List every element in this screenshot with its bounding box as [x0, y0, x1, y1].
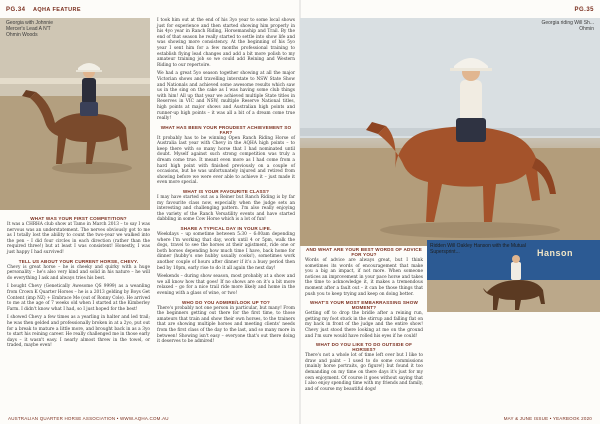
- horse-rider-illustration: [0, 18, 150, 210]
- photo-rider-right-wide: [300, 18, 600, 246]
- article-column-4: [305, 244, 423, 395]
- heading-favourite-class: WHAT IS YOUR FAVOURITE CLASS?: [182, 189, 270, 195]
- paragraph: Chevy is great horse – he is cheeky and quirky with a huge personality – he's also very kind and solid in his nature – he will do everything I ask and always tries his best.: [7, 264, 150, 281]
- heading-typical-day: SHARE A TYPICAL DAY IN YOUR LIFE.: [180, 226, 272, 231]
- section-title: AQHA FEATURE: [33, 7, 81, 13]
- photo-caption-right: Georgia riding Will Sh... Ohmin: [541, 20, 594, 32]
- horse-rider-right-illustration: [300, 18, 600, 246]
- heading-outside-horses: WHAT DO YOU LIKE TO DO OUTSIDE OF HORSES?: [315, 342, 413, 353]
- paragraph: Weekends – during show season, most probably at a show and we all know how that goes! If no shows are on it’s a bit more relaxed – go for a nice trail ride more likely and home in the evening with a glass of wine, or two!: [157, 274, 295, 296]
- paragraph: I may have started out as a Reiner but Ranch Riding is by far my favourite class now, especially when the judge sets an interesting and challenging pattern. I'm also really enjoying the variety of the Ranch Versatility events and have started dabbling in some Cow Horse which is a lot of fun!: [157, 195, 295, 223]
- footer-left: AUSTRALIAN QUARTER HORSE ASSOCIATION • WWW.AQHA.COM.AU: [8, 416, 169, 421]
- page-footer: [0, 412, 600, 424]
- photo-caption-small: Ridden Will Oakley Hanson with the Mutual Supersprint...: [430, 243, 526, 255]
- paragraph: There's not a whole lot of time left over but I like to draw and paint – I used to do some commissions (mainly horse portraits, go figure!) but found it too demanding on my time on there days it's just for my own enjoyment. Of course it goes without saying that I also enjoy spending time with my friends and family, and of course my beautiful dogs!: [305, 353, 423, 392]
- sponsor-banner-text: Hanson: [537, 248, 574, 258]
- paragraph: It probably has to be winning Open Ranch Riding Horse of Australia last year with Chevy in the AQHA high points – to keep there with so many horse that I had nominated until doubt. Myself against such strong competition was truly a dream come true. It meant even more as I had come from a hard high point with finished previously on a couple of occasions, but he was unfortunately injured and retired from showing before we were ever able to achieve it – just made it even more special.: [157, 135, 295, 186]
- page-number-right: PG.35: [574, 7, 594, 13]
- heading-proudest-achievement: WHAT HAS BEEN YOUR PROUDEST ACHIEVEMENT SO FAR?: [160, 124, 292, 135]
- page-number-left: PG.34: [6, 7, 26, 13]
- paragraph: We had a great 5yo season together showing at all the major Victorian shows and travelling interstate to NSW State Show and Nationals and achieved some awesome results which saw us in the sing on the cake as I was having some club things with him! All up that year we achieved multiple State titles in Reserves in VIC and NSW, multiple Reserve National titles, high points at major shows and Australian high points and runner-up high points – it was all a bit of a dream come true really!: [157, 71, 295, 122]
- photo-caption-left: Georgia with Johnnie Mercer's Lead A N'T Ohmin Woods: [6, 20, 53, 38]
- paragraph: I showed Chevy a few times as a yearling in halter and led trail; he was then gelded and professionally broken in at a 2yo, put out for a break to mature a little more, and brought back in as a 3yo to start his reining career. He really challenged me in those early days – it wasn't easy. I nearly almost threw in the towel, or traded, maybe even!: [7, 315, 150, 349]
- article-column-1: [7, 213, 150, 352]
- paragraph: I took him out at the end of his 3yo year to some local shows just for experience and then started showing him properly in his 4yo year in Ranch Riding, Horsemanship and Trail. By the end of that season he really started to settle into show life and was showing more consistency. At the beginning of his 5yo year I sent him for a few months professional training to establish flying lead changes and add a bit more polish to my amateur training job so we could add Reining and Western Riding to our repertoire.: [157, 18, 295, 68]
- paragraph: There's probably not one person in particular, but many! From the beginners getting out there for the first time, to those amateurs that train and show their own horses, to the trainers that are showing multiple horses and meeting clients' needs from the first class of the day to the last, and so many more in between! Showing isn't easy – everyone that's out there doing it deserves to be admired!: [157, 305, 295, 345]
- heading-current-horse: TELL US ABOUT YOUR CURRENT HORSE, CHEVY.: [18, 258, 139, 264]
- article-column-2: [157, 18, 295, 348]
- heading-best-advice: AND WHAT ARE YOUR BEST WORDS OF ADVICE FOR YOU?: [305, 247, 423, 257]
- photo-rider-left: [0, 18, 150, 210]
- paragraph: Words of advice are always great, but I think sometimes its words of encouragement that make you a big an impact, if not more. When someone notices an improvement in your pace horse and takes the time to acknowledge it, it makes a tremendous moment after a fault out – it can be those things that push you to keep trying and keep on doing better.: [305, 258, 423, 297]
- paragraph: Getting off to drop the bridle after a reining run, getting my foot stuck in the stirrup and falling flat on my back in front of the judge and the entire show! Chevy just stood there looking at me on the ground and I'm sure would have rolled his eyes if he could!: [305, 311, 423, 339]
- footer-right: MAY & JUNE ISSUE • YEARBOOK 2020: [503, 416, 592, 421]
- paragraph: It was a CHRHA club show at Tamo in March 2013 – to say I was nervous was an understatement. The nerves obviously got to me as I totally lost the ability to count the two-year we walked into the pen – I did four circles in each direction (rather than the required three!) but at least I was consistent! Honestly, I was just happy I had survived!: [7, 222, 150, 255]
- paragraph: I bought Chevy (Genetically Awesome QS 9999) as a weanling from Crown K Quarter Horses – he is a 2013 gelding by Boys Get Content (imp NZ) + Embrace Me (out of Ronny Cole). He arrived to me at the age of 7 weeks old when I started at the Kimberley Farm. I didn't know what I had, so I just hoped for the best!: [7, 284, 150, 312]
- heading-embarrassing-moment: WHAT'S YOUR MOST EMBARRASSING SHOW MOMENT?: [309, 300, 419, 311]
- heading-first-competition: WHAT WAS YOUR FIRST COMPETITION?: [30, 216, 127, 221]
- paragraph: Weekdays – up sometime between 5:30 – 6:00am depending where I'm working that day, work until 4 or 5pm, walk the dogs, travel to see the horses at their agistment, ride one or both horses depending how much time I have, back home for dinner (hubby’s one hubby usually cooks!), sometimes work another couple of hours after dinner if it’s a busy period then bed by 10pm, early rise to do it all again the next day!: [157, 232, 295, 271]
- heading-admire: WHO DO YOU ADMIRE/LOOK UP TO?: [181, 299, 271, 305]
